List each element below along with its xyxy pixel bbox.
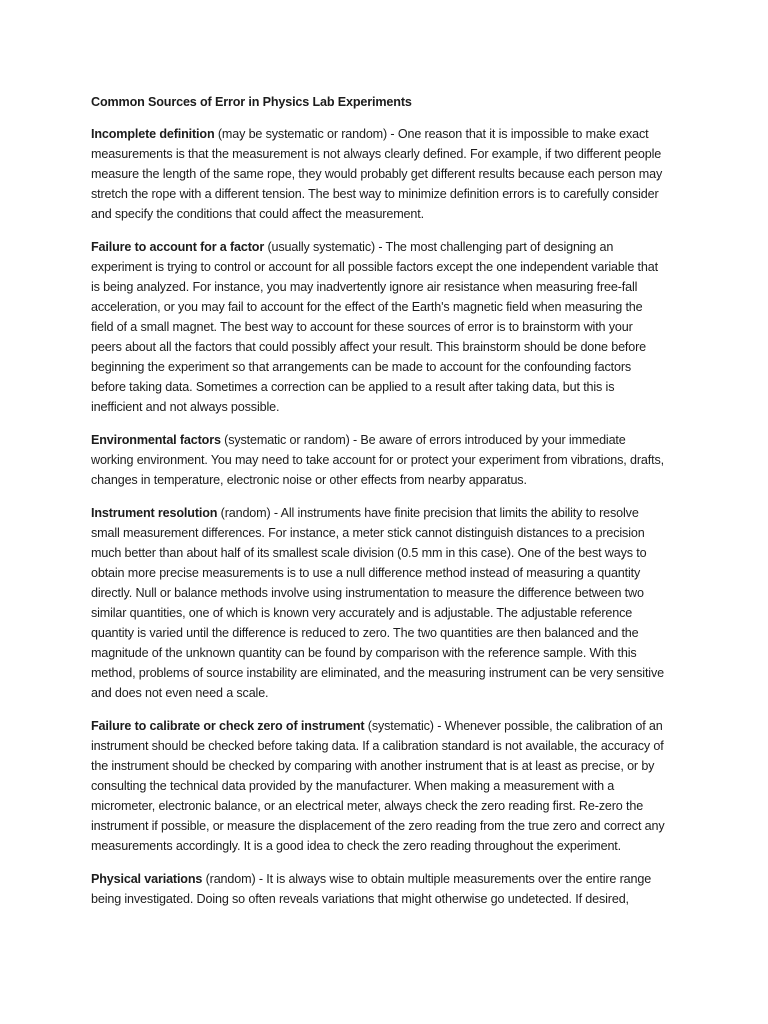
section-incomplete-definition [91, 124, 666, 224]
section-term: Failure to account for a factor [91, 240, 265, 254]
section-term: Incomplete definition [91, 127, 215, 141]
section-term: Instrument resolution [91, 506, 218, 520]
section-term: Failure to calibrate or check zero of instrument [91, 719, 365, 733]
section-type: (usually systematic) [264, 240, 376, 254]
document-page [91, 92, 666, 922]
section-term: Physical variations [91, 872, 203, 886]
section-type: (may be systematic or random) [214, 127, 388, 141]
section-physical-variations [91, 869, 666, 909]
section-body: - One reason that it is impossible to make exact measurements is that the measurement is not always clearly defined. For example, if two different people measure the length of the same rope, they would probably get different results because each person may stretch the rope with a different tension. The best way to minimize definition errors is to carefully consider and specify the conditions that could affect the measurement. [91, 127, 663, 221]
section-body: - All instruments have finite precision that limits the ability to resolve small measurement differences. For instance, a meter stick cannot distinguish distances to a precision much better than about half of its smallest scale division (0.5 mm in this case). One of the best ways to obtain more precise measurements is to use a null difference method instead of measuring a quantity directly. Null or balance methods involve using instrumentation to measure the difference between two similar quantities, one of which is known very accurately and is adjustable. The adjustable reference quantity is varied until the difference is reduced to zero. The two quantities are then balanced and the magnitude of the unknown quantity can be found by comparison with the reference sample. With this method, problems of source instability are eliminated, and the measuring instrument can be very sensitive and does not even need a scale. [91, 506, 664, 700]
section-type: (systematic or random) [220, 433, 350, 447]
section-type: (random) [217, 506, 271, 520]
section-body: - The most challenging part of designing an experiment is trying to control or account for all possible factors except the one independent variable that is being analyzed. For instance, you may inadvertently ignore air resistance when measuring free-fall acceleration, or you may fail to account for the effect of the Earth's magnetic field when measuring the field of a small magnet. The best way to account for these sources of error is to brainstorm with your peers about all the factors that could possibly affect your result. This brainstorm should be done before beginning the experiment so that arrangements can be made to account for the confounding factors before taking data. Sometimes a correction can be applied to a result after taking data, but this is inefficient and not always possible. [91, 240, 658, 414]
document-title: Common Sources of Error in Physics Lab Experiments [91, 95, 412, 109]
section-type: (random) [202, 872, 256, 886]
section-calibration [91, 716, 666, 856]
section-type: (systematic) [364, 719, 434, 733]
section-instrument-resolution [91, 503, 666, 703]
section-environmental-factors [91, 430, 666, 490]
section-body: - Whenever possible, the calibration of an instrument should be checked before taking data. If a calibration standard is not available, the accuracy of the instrument should be checked by comparing with another instrument that is at least as precise, or by consulting the technical data provided by the manufacturer. When making a measurement with a micrometer, electronic balance, or an electrical meter, always check the zero reading first. Re-zero the instrument if possible, or measure the displacement of the zero reading from the true zero and correct any measurements accordingly. It is a good idea to check the zero reading throughout the experiment. [91, 719, 665, 853]
section-term: Environmental factors [91, 433, 221, 447]
section-body: - It is always wise to obtain multiple measurements over the entire range being investigated. Doing so often reveals variations that might otherwise go undetected. If desired, [91, 872, 652, 906]
section-body: - Be aware of errors introduced by your immediate working environment. You may need to take account for or protect your experiment from vibrations, drafts, changes in temperature, electronic noise or other effects from nearby apparatus. [91, 433, 664, 487]
section-failure-to-account [91, 237, 666, 417]
